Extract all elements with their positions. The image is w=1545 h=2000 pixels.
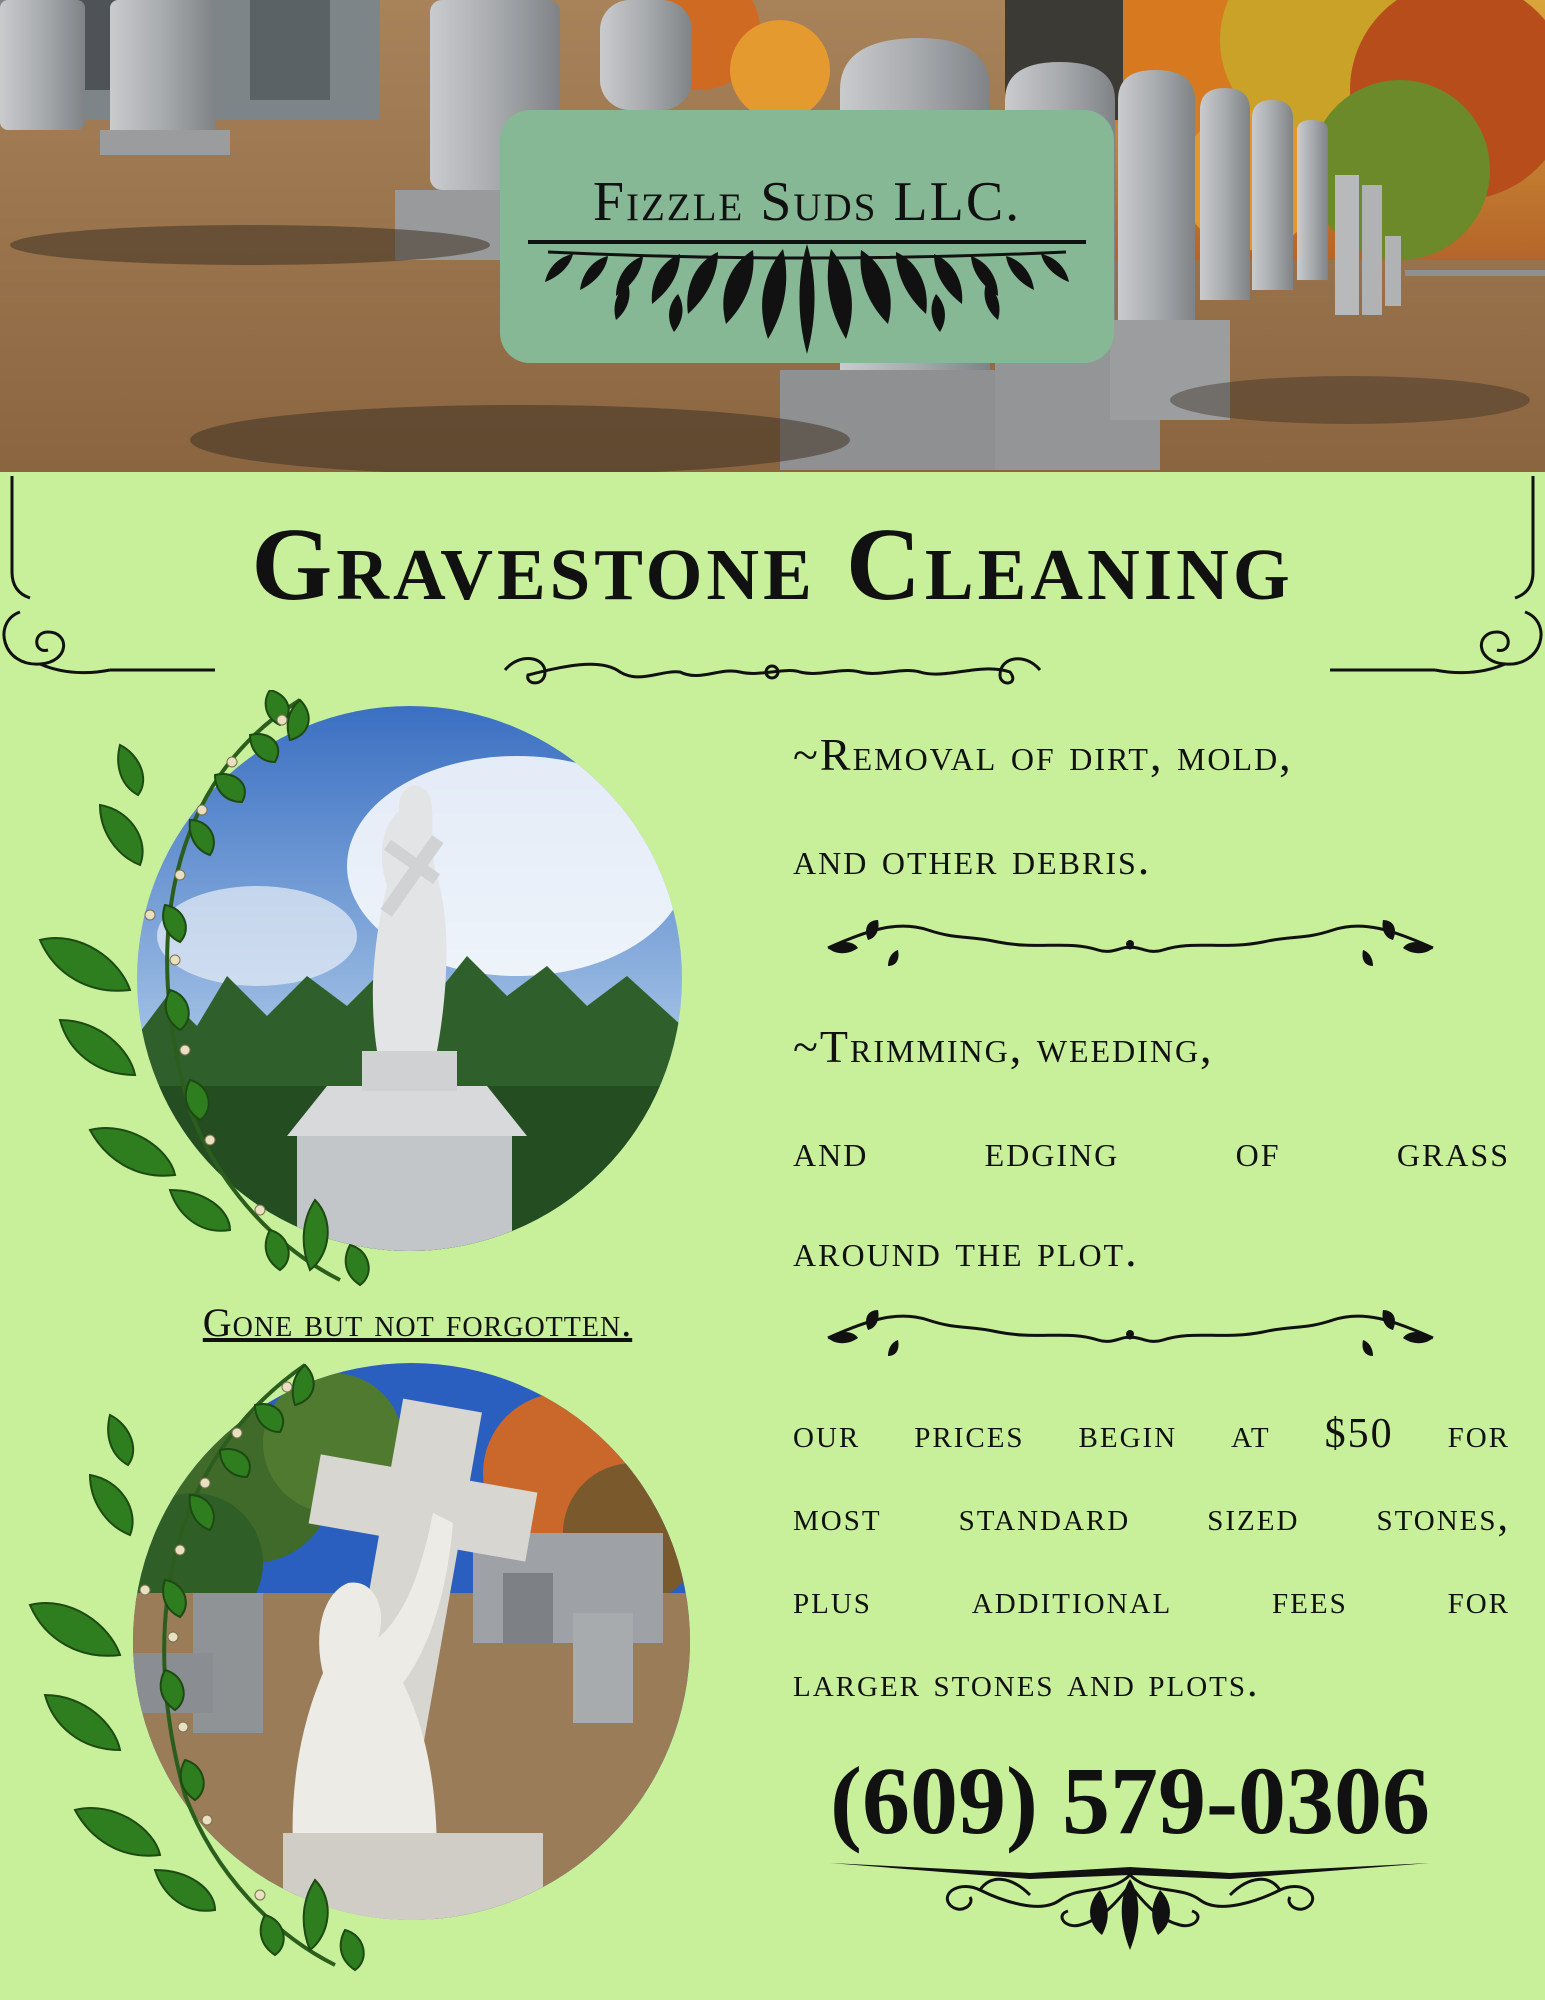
laurel-wreath-top-icon (20, 690, 400, 1290)
vine-divider-icon (808, 1300, 1453, 1360)
phone-number[interactable]: (609) 579-0306 (830, 1747, 1430, 1854)
service-1-line-1: ~Removal of dirt, mold, (793, 729, 1293, 780)
service-2-line-3: around the plot. (793, 1225, 1139, 1276)
service-1-line-2: and other debris. (793, 833, 1152, 884)
service-2-line-2: and edging of grass (793, 1125, 1510, 1176)
pricing-line-4: larger stones and plots. (793, 1660, 1260, 1706)
memorial-caption: Gone but not forgotten. (202, 1300, 633, 1345)
leaf-garland-icon (528, 244, 1086, 354)
pricing-line-3: plus additional fees for (793, 1577, 1510, 1623)
pricing-line-1: our prices begin at $50 for (793, 1411, 1510, 1457)
laurel-wreath-bottom-icon (15, 1355, 395, 1975)
service-2-line-1: ~Trimming, weeding, (793, 1021, 1214, 1072)
hero-cemetery-photo (0, 0, 1545, 472)
page-title: Gravestone Cleaning (251, 507, 1294, 622)
flourish-ornament-icon (830, 1845, 1430, 1955)
pricing-line-2: most standard sized stones, (793, 1494, 1510, 1540)
brand-name: Fizzle Suds LLC. (592, 171, 1022, 233)
vine-divider-icon (808, 910, 1453, 970)
logo-panel (500, 110, 1114, 363)
